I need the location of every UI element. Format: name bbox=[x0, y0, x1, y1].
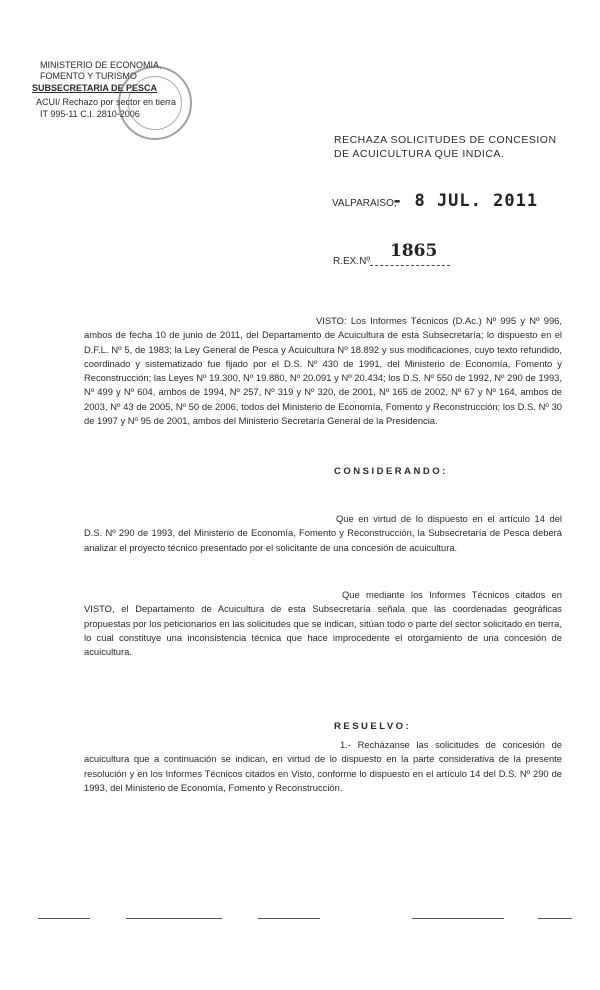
place-label: VALPARAISO, bbox=[332, 198, 397, 209]
resolution-number-line bbox=[370, 265, 450, 266]
reference-line-1: ACUI/ Rechazo por sector en tierra bbox=[36, 97, 177, 107]
official-seal-stamp bbox=[118, 66, 192, 140]
resuelvo-paragraph-1: 1.- Recházanse las solicitudes de concesión de acuicultura que a continuación se indican, en virtud de lo dispuesto en la parte considerativa de la presente resolución y en los Informes Técnicos citados en Visto, conforme lo dispuesto en el artículo 14 del D.S. Nº 290 de 1993, del Ministerio de Economía, Fomento y Reconstrucción. bbox=[84, 739, 562, 793]
date-stamp: - 8 JUL. 2011 bbox=[392, 191, 539, 211]
resolution-label: R.EX.Nº bbox=[333, 256, 370, 267]
bottom-rule-2 bbox=[126, 918, 222, 919]
visto-paragraph: VISTO: Los Informes Técnicos (D.Ac.) Nº 995 y Nº 996, ambos de fecha 10 de junio de 2011, del Departamento de Acuicultura de esta Subsecretaría; lo dispuesto en el D.F.L. Nº 5, de 1983; la Ley General de Pesca y Acuicultura Nº 18.892 y sus modificaciones, cuyo texto refundido, coordinado y sistematizado fue fijado por el D.S. Nº 430 de 1991, del Ministerio de Economía, Fomento y Reconstrucción; las Leyes Nº 19.300, Nº 19.880, Nº 20.091 y Nº 20.434; los D.S. Nº 550 de 1992, Nº 290 de 1993, Nº 499 y Nº 604, ambos de 1994, Nº 257, Nº 319 y Nº 320, de 2001, Nº 165 de 2002, Nº 67 y Nº 164, ambos de 2003, Nº 43 de 2005, Nº 50 de 2006, todos del Ministerio de Economía, Fomento y Reconstrucción; los D.S. Nº 30 de 1997 y Nº 95 de 2001, ambos del Ministerio Secretaría General de la Presidencia. bbox=[84, 315, 562, 427]
bottom-rule-3 bbox=[258, 918, 320, 919]
ministry-line-1: MINISTERIO DE ECONOMIA, bbox=[40, 60, 162, 70]
bottom-rule-4 bbox=[412, 918, 504, 919]
bottom-rule-5 bbox=[538, 918, 572, 919]
resolution-number: 1865 bbox=[390, 241, 438, 261]
considerando-heading: CONSIDERANDO: bbox=[334, 466, 448, 477]
considerando-paragraph-1: Que en virtud de lo dispuesto en el artículo 14 del D.S. Nº 290 de 1993, del Ministerio de Economía, Fomento y Reconstrucción, la Subsecretaría de Pesca deberá analizar el proyecto técnico presentado por el solicitante de una concesión de acuicultura. bbox=[84, 513, 562, 553]
subsecretaria-line: SUBSECRETARIA DE PESCA bbox=[32, 83, 158, 93]
bottom-rule-1 bbox=[38, 918, 90, 919]
considerando-paragraph-2: Que mediante los Informes Técnicos citados en VISTO, el Departamento de Acuicultura de esta Subsecretaría señala que las coordenadas geográficas propuestas por los peticionarios en las solicitudes que se indican, sitúan todo o parte del sector solicitado en tierra, lo cual constituye una inconsistencia técnica que hace improcedente el otorgamiento de una concesión de acuicultura. bbox=[84, 589, 562, 658]
ministry-line-2: FOMENTO Y TURISMO bbox=[40, 71, 137, 81]
resuelvo-heading: RESUELVO: bbox=[334, 721, 412, 732]
document-title: RECHAZA SOLICITUDES DE CONCESION DE ACUICULTURA QUE INDICA. bbox=[334, 134, 557, 160]
reference-line-2: IT 995-11 C.I. 2810-2006 bbox=[40, 109, 140, 119]
